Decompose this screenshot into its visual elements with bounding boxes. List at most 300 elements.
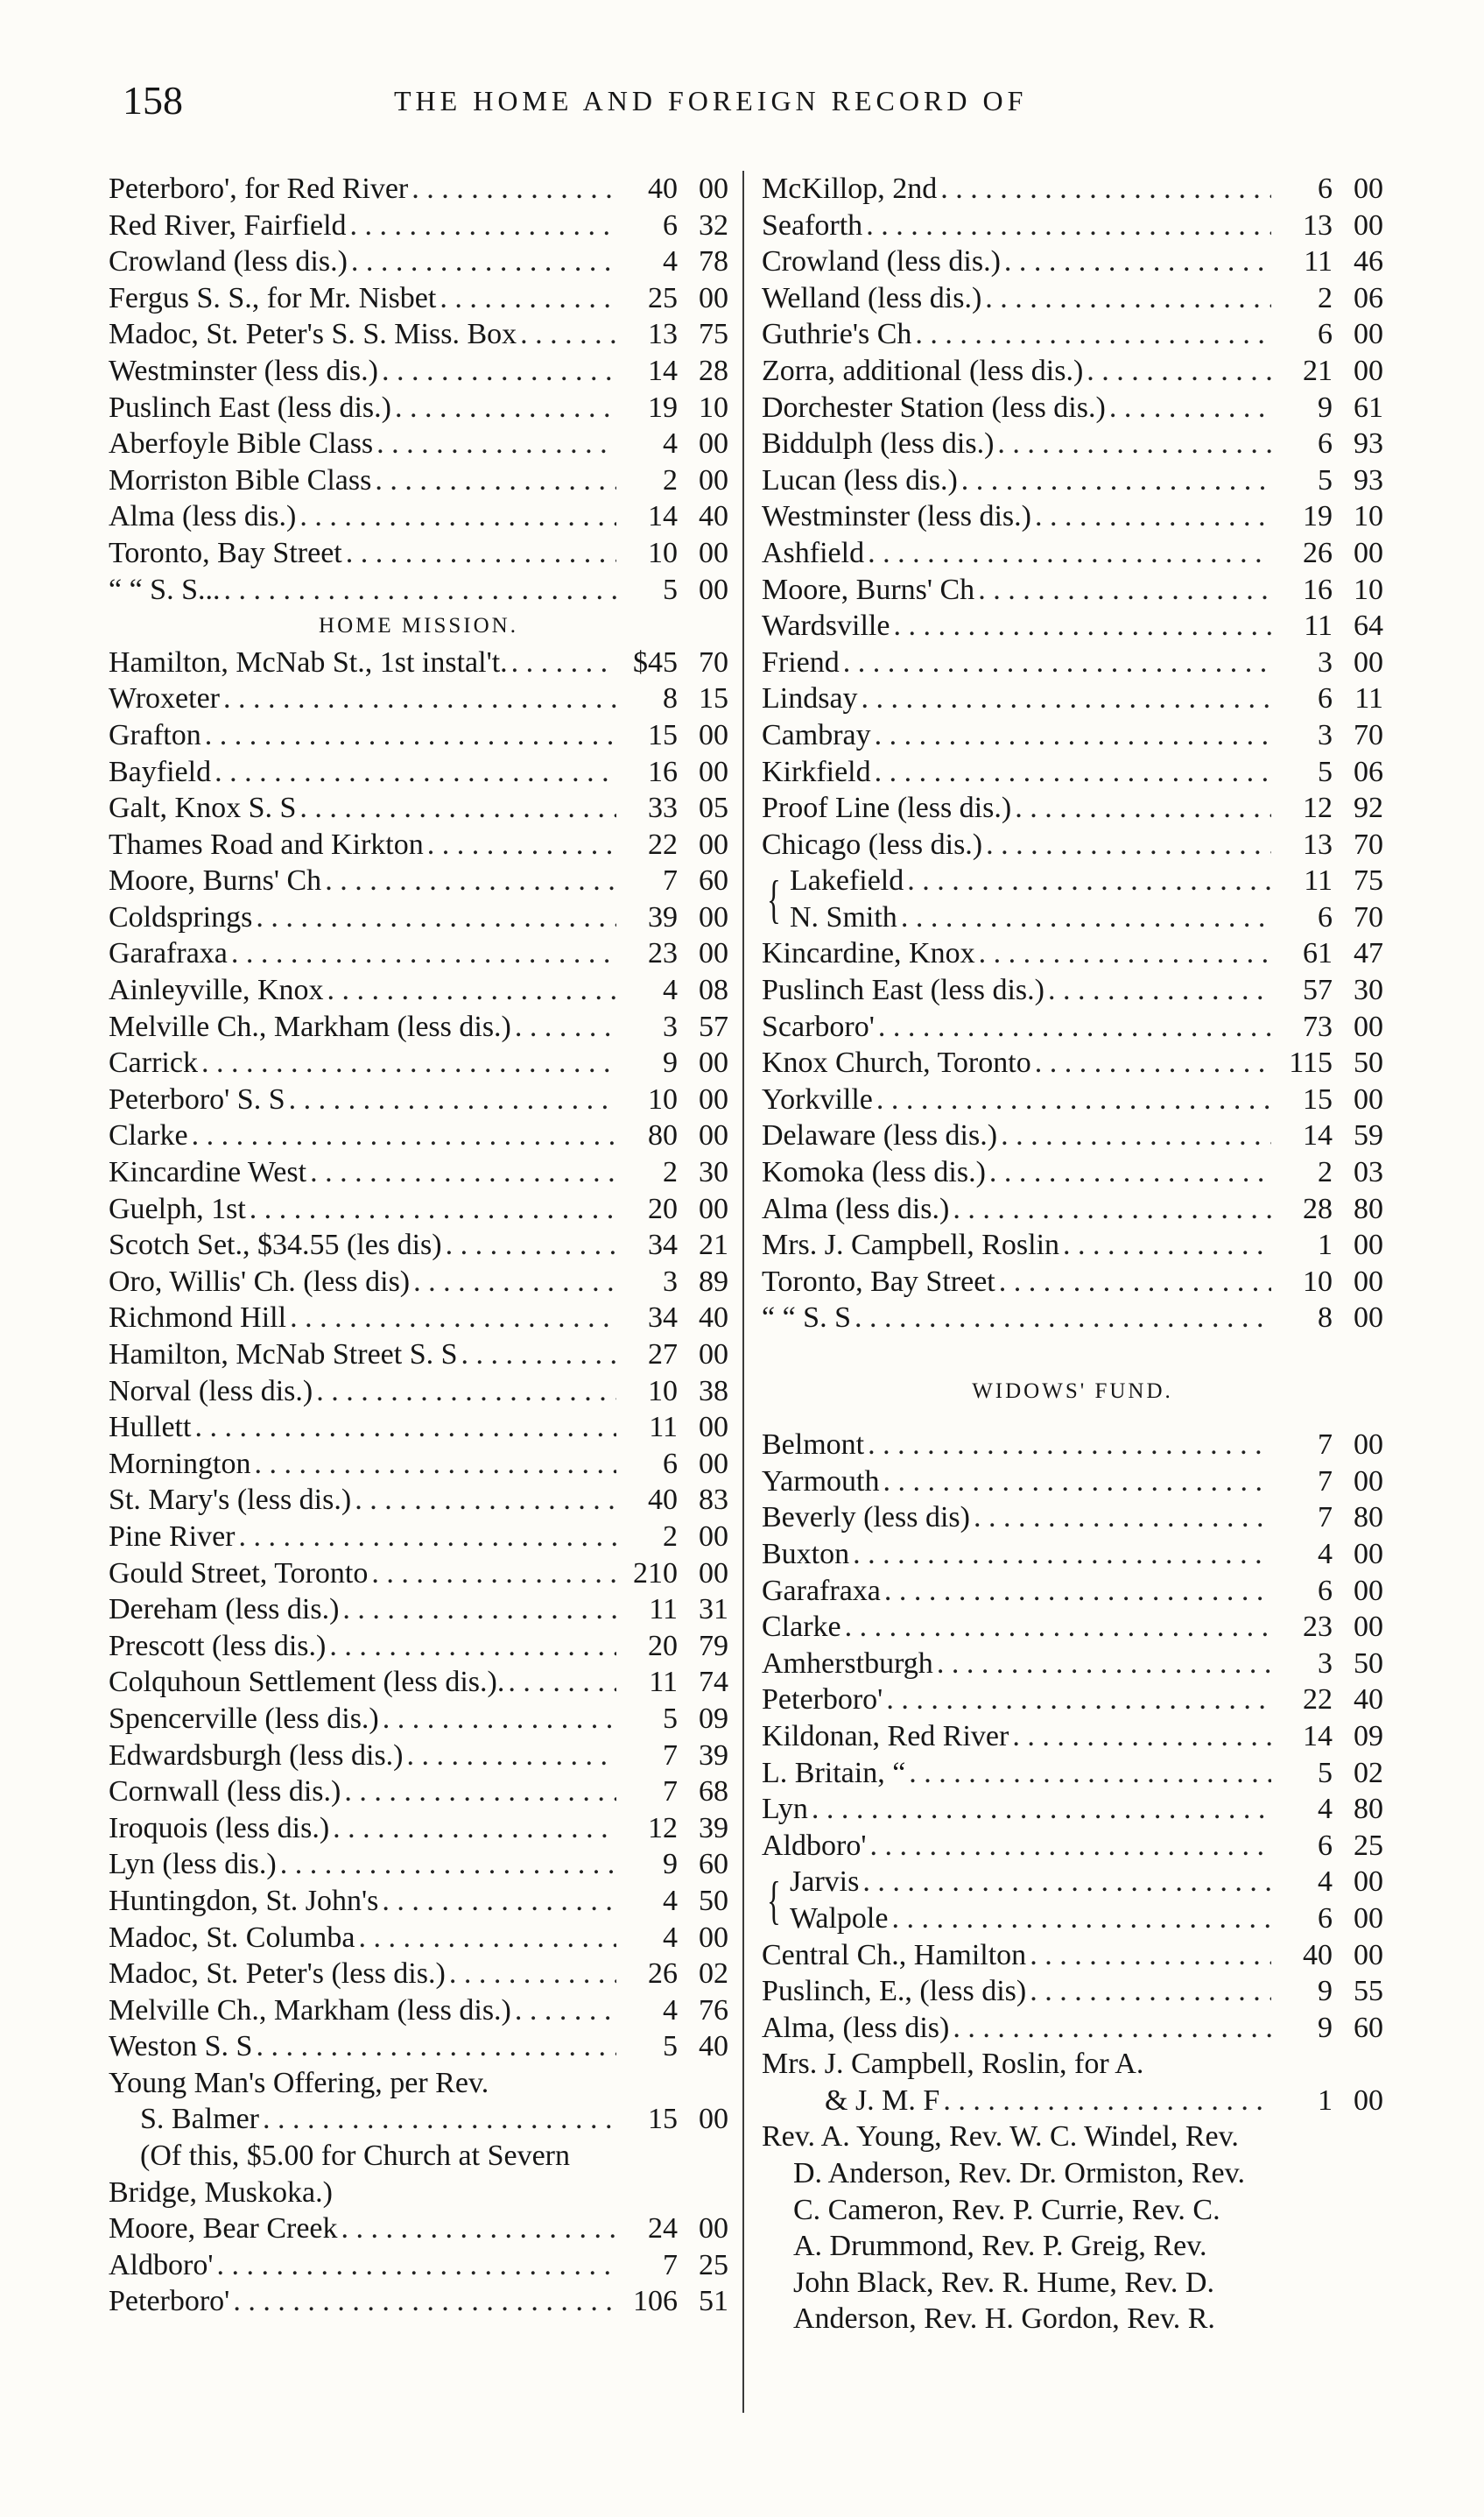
- reverends-line: Rev. A. Young, Rev. W. C. Windel, Rev.: [762, 2120, 1239, 2154]
- entry-dollars: 8: [1318, 1301, 1333, 1335]
- entry-cents: 00: [699, 173, 728, 205]
- entry-dollars: 1: [1318, 2083, 1333, 2117]
- dot-leader: [508, 645, 616, 681]
- entry-name: Toronto, Bay Street: [109, 536, 342, 569]
- ledger-entry: [109, 863, 728, 899]
- entry-name: Hamilton, McNab Street S. S: [109, 1338, 458, 1371]
- dot-leader: [883, 1682, 1271, 1718]
- entry-dollars: 34: [648, 1301, 678, 1335]
- page-number: 158: [123, 78, 183, 123]
- entry-name: Guthrie's Ch: [762, 318, 912, 351]
- entry-name: Puslinch East (less dis.): [762, 974, 1044, 1007]
- home-mission-heading: HOME MISSION.: [319, 614, 518, 638]
- entry-cents: 09: [699, 1702, 728, 1735]
- entry-name: Madoc, St. Peter's S. S. Miss. Box: [109, 318, 517, 351]
- entry-cents: 89: [699, 1265, 728, 1298]
- ledger-entry: [762, 717, 1383, 754]
- ledger-entry: [109, 243, 728, 280]
- dot-leader: [859, 1864, 1271, 1900]
- entry-name: Madoc, St. Columba: [109, 1921, 355, 1954]
- entry-name: Westminster (less dis.): [762, 500, 1031, 533]
- entry-name: Kincardine West: [109, 1156, 307, 1189]
- dot-leader: [866, 1828, 1271, 1865]
- entry-cents: 09: [1354, 1719, 1383, 1752]
- entry-dollars: 80: [648, 1119, 678, 1153]
- entry-name: Toronto, Bay Street: [762, 1265, 995, 1298]
- entry-dollars: 4: [663, 427, 678, 461]
- dot-leader: [313, 1373, 616, 1410]
- dot-leader: [949, 2010, 1271, 2047]
- dot-leader: [1011, 790, 1271, 827]
- ledger-entry: [762, 1682, 1383, 1718]
- entry-cents: 75: [1354, 864, 1383, 898]
- dot-leader: [511, 1992, 616, 2029]
- ledger-entry: [109, 1846, 728, 1883]
- ledger-entry: [109, 1810, 728, 1847]
- entry-name: S. Balmer: [140, 2103, 259, 2136]
- ledger-entry: [109, 790, 728, 827]
- entry-dollars: 2: [663, 1519, 678, 1553]
- entry-cents: 74: [699, 1666, 728, 1699]
- entry-cents: 00: [1354, 208, 1383, 242]
- ledger-entry: [109, 1154, 728, 1191]
- entry-cents: 00: [1354, 1464, 1383, 1498]
- ledger-entry: [762, 827, 1383, 864]
- dot-leader: [864, 535, 1271, 572]
- entry-name: Mornington: [109, 1447, 251, 1480]
- ledger-entry: [762, 645, 1383, 681]
- dot-leader: [881, 1573, 1271, 1610]
- entry-cents: 00: [1354, 1082, 1383, 1116]
- dot-leader: [329, 1810, 616, 1847]
- entry-dollars: 5: [663, 1702, 678, 1735]
- entry-cents: 00: [699, 1447, 728, 1480]
- ledger-entry: [762, 2010, 1383, 2047]
- entry-cents: 00: [699, 1119, 728, 1153]
- entry-name: Red River, Fairfield: [109, 208, 347, 242]
- ledger-entry: [762, 1045, 1383, 1082]
- dot-leader: [986, 1154, 1271, 1191]
- entry-dollars: 4: [663, 974, 678, 1007]
- entry-cents: 40: [699, 1301, 728, 1335]
- ledger-entry: [109, 1117, 728, 1154]
- entry-cents: 60: [699, 864, 728, 898]
- entry-dollars: 6: [663, 208, 678, 242]
- entry-name: Belmont: [762, 1428, 865, 1462]
- entry-name: Crowland (less dis.): [762, 245, 1001, 278]
- entry-cents: 00: [699, 1082, 728, 1116]
- ledger-entry: [109, 645, 728, 681]
- ledger-entry: [762, 1227, 1383, 1264]
- entry-dollars: 33: [648, 792, 678, 825]
- entry-name: Beverly (less dis): [762, 1501, 970, 1534]
- entry-dollars: 2: [1318, 281, 1333, 314]
- dot-leader: [198, 1045, 616, 1082]
- entry-name: Hamilton, McNab St., 1st instal't.: [109, 645, 508, 679]
- brace-mark: {: [767, 1872, 781, 1930]
- ledger-entry: [109, 680, 728, 717]
- dot-leader: [1001, 243, 1271, 280]
- ledger-entry: [109, 426, 728, 462]
- entry-name: Alma (less dis.): [109, 500, 297, 533]
- dot-leader: [939, 2083, 1271, 2119]
- ledger-entry: [109, 462, 728, 499]
- dot-leader: [211, 754, 616, 791]
- ledger-entry: [109, 171, 728, 208]
- ledger-entry: [762, 535, 1383, 572]
- entry-name: Lindsay: [762, 682, 858, 716]
- entry-dollars: 10: [648, 536, 678, 569]
- dot-leader: [871, 754, 1271, 791]
- dot-leader: [864, 1427, 1271, 1463]
- ledger-entry: [762, 1973, 1383, 2010]
- entry-dollars: 7: [663, 1775, 678, 1808]
- entry-name: Scotch Set., $34.55 (les dis): [109, 1229, 442, 1262]
- entry-cents: 00: [1354, 536, 1383, 569]
- entry-name: Amherstburgh: [762, 1646, 933, 1680]
- entry-name: Colquhoun Settlement (less dis.).: [109, 1666, 505, 1699]
- entry-cents: 28: [699, 354, 728, 387]
- entries-b: [762, 935, 1383, 1336]
- entry-cents: 00: [1354, 173, 1383, 205]
- ledger-entry: [109, 899, 728, 936]
- entry-cents: 78: [699, 245, 728, 278]
- entry-name: Aberfoyle Bible Class: [109, 427, 374, 461]
- entry-name: Puslinch, E., (less dis): [762, 1975, 1027, 2008]
- entry-cents: 76: [699, 1993, 728, 2027]
- entry-name: Lyn: [762, 1793, 808, 1826]
- entry-cents: 79: [699, 1629, 728, 1662]
- entry-cents: 47: [1354, 937, 1383, 970]
- entry-dollars: 4: [663, 245, 678, 278]
- entry-cents: 50: [1354, 1646, 1383, 1680]
- entry-dollars: 61: [1303, 937, 1333, 970]
- entry-cents: 83: [699, 1484, 728, 1517]
- right-column: [762, 171, 1383, 2413]
- entry-name: Alma (less dis.): [762, 1192, 950, 1225]
- entry-dollars: 6: [1318, 900, 1333, 934]
- entry-dollars: 3: [663, 1010, 678, 1043]
- entry-name: Welland (less dis.): [762, 281, 982, 314]
- dot-leader: [981, 280, 1271, 317]
- entry-cents: 70: [1354, 900, 1383, 934]
- entry-dollars: 13: [648, 318, 678, 351]
- dot-leader: [228, 935, 616, 972]
- dot-leader: [355, 1920, 616, 1956]
- entry-cents: 46: [1354, 245, 1383, 278]
- dot-leader: [517, 316, 616, 353]
- entry-cents: 40: [1354, 1683, 1383, 1717]
- entry-name: Central Ch., Hamilton: [762, 1938, 1027, 1971]
- dot-leader: [1026, 1973, 1271, 2010]
- entry-dollars: 106: [633, 2285, 678, 2318]
- entry-dollars: 9: [1318, 2011, 1333, 2044]
- dot-leader: [905, 1755, 1271, 1792]
- ledger-entry: [109, 1446, 728, 1483]
- entry-cents: 00: [1354, 354, 1383, 387]
- entry-cents: 40: [699, 500, 728, 533]
- entry-cents: 10: [1354, 500, 1383, 533]
- ledger-entry: [109, 2283, 728, 2320]
- dot-leader: [995, 1264, 1271, 1301]
- entry-dollars: 9: [1318, 1975, 1333, 2008]
- entry-dollars: 3: [663, 1265, 678, 1298]
- dot-leader: [442, 1227, 616, 1264]
- ledger-entry: [762, 353, 1383, 390]
- ledger-entry: [762, 1117, 1383, 1154]
- entry-dollars: 12: [648, 1811, 678, 1844]
- dot-leader: [220, 680, 616, 717]
- ledger-entry: [762, 1900, 1383, 1937]
- entry-cents: 80: [1354, 1793, 1383, 1826]
- entry-cents: 00: [1354, 318, 1383, 351]
- ledger-entry: [109, 1045, 728, 1082]
- ledger-entry: [762, 1009, 1383, 1046]
- dot-leader: [858, 680, 1271, 717]
- ledger-entry: [762, 1536, 1383, 1573]
- entry-cents: 00: [1354, 1574, 1383, 1607]
- entry-cents: 00: [1354, 1537, 1383, 1570]
- entry-dollars: 16: [648, 755, 678, 788]
- entry-dollars: 6: [1318, 318, 1333, 351]
- severn-note-line-1: (Of this, $5.00 for Church at Severn: [140, 2140, 571, 2173]
- dot-leader: [277, 1846, 616, 1883]
- dot-leader: [1026, 1937, 1271, 1974]
- entry-name: Madoc, St. Peter's (less dis.): [109, 1957, 446, 1991]
- entry-name: St. Mary's (less dis.): [109, 1484, 352, 1517]
- entry-dollars: 6: [1318, 1574, 1333, 1607]
- dot-leader: [213, 2247, 616, 2284]
- entry-name: Ainleyville, Knox: [109, 974, 324, 1007]
- entry-cents: 70: [1354, 828, 1383, 861]
- ledger-entry: [762, 462, 1383, 499]
- entry-dollars: 10: [648, 1374, 678, 1407]
- entry-name: Yorkville: [762, 1082, 873, 1116]
- ledger-entry: [109, 1336, 728, 1373]
- entry-dollars: 9: [663, 1848, 678, 1881]
- ledger-entry: [109, 1992, 728, 2029]
- ledger-entry: [109, 1628, 728, 1665]
- ledger-entry: [109, 1300, 728, 1336]
- entry-dollars: 1: [1318, 1229, 1333, 1262]
- entry-name: Cambray: [762, 718, 871, 751]
- entry-dollars: 28: [1303, 1192, 1333, 1225]
- ledger-entry: [109, 1591, 728, 1628]
- entry-dollars: 4: [1318, 1537, 1333, 1570]
- ledger-entry: [762, 1573, 1383, 1610]
- entry-cents: 00: [699, 573, 728, 606]
- entry-name: Fergus S. S., for Mr. Nisbet: [109, 281, 437, 314]
- entry-name: Norval (less dis.): [109, 1374, 313, 1407]
- campbell-line: Mrs. J. Campbell, Roslin, for A.: [762, 2048, 1144, 2081]
- entry-name: Delaware (less dis.): [762, 1119, 998, 1153]
- entry-name: Hullett: [109, 1411, 192, 1444]
- lakefield-smith-group: [762, 863, 1383, 935]
- dot-leader: [851, 1300, 1271, 1336]
- entry-cents: 00: [699, 718, 728, 751]
- entry-cents: 00: [1354, 1938, 1383, 1971]
- entry-cents: 40: [699, 2030, 728, 2063]
- entry-cents: 70: [1354, 718, 1383, 751]
- entry-dollars: 12: [1303, 792, 1333, 825]
- entry-name: Moore, Bear Creek: [109, 2212, 338, 2246]
- entries-a: [762, 171, 1383, 863]
- entry-cents: 00: [699, 281, 728, 314]
- entry-cents: 00: [699, 1192, 728, 1225]
- ledger-entry: [109, 1227, 728, 1264]
- ledger-entry: [762, 863, 1383, 899]
- ledger-entry: [762, 608, 1383, 645]
- entry-dollars: 8: [663, 682, 678, 716]
- ledger-entry: [762, 935, 1383, 972]
- entry-dollars: 5: [1318, 463, 1333, 497]
- entry-name: Aldboro': [762, 1829, 867, 1862]
- entry-name: “ “ S. S: [762, 1301, 851, 1335]
- entry-dollars: 7: [663, 2248, 678, 2281]
- dot-leader: [949, 1191, 1271, 1228]
- dot-leader: [458, 1336, 616, 1373]
- entry-cents: 61: [1354, 391, 1383, 424]
- entry-cents: 15: [699, 682, 728, 716]
- entry-cents: 55: [1354, 1975, 1383, 2008]
- dot-leader: [229, 2283, 616, 2320]
- entry-dollars: 26: [648, 1957, 678, 1991]
- entry-dollars: 20: [648, 1192, 678, 1225]
- ledger-entry: [109, 1082, 728, 1118]
- ledger-entry: [762, 498, 1383, 535]
- entry-cents: 06: [1354, 755, 1383, 788]
- dot-leader: [974, 572, 1271, 609]
- ledger-entry: [762, 1755, 1383, 1792]
- widows-fund-heading: WIDOWS' FUND.: [972, 1378, 1173, 1403]
- entry-dollars: 11: [1304, 245, 1333, 278]
- entry-dollars: 57: [1303, 974, 1333, 1007]
- dot-leader: [341, 1773, 616, 1810]
- reverends-line: C. Cameron, Rev. P. Currie, Rev. C.: [793, 2193, 1220, 2226]
- entry-dollars: 40: [648, 173, 678, 205]
- entry-dollars: 39: [648, 900, 678, 934]
- entry-cents: 00: [699, 828, 728, 861]
- entry-name: Yarmouth: [762, 1464, 880, 1498]
- entry-dollars: 73: [1303, 1010, 1333, 1043]
- spacer: [762, 1409, 1383, 1427]
- entry-dollars: 2: [663, 1156, 678, 1189]
- dot-leader: [871, 717, 1271, 754]
- entry-dollars: 6: [1318, 1901, 1333, 1935]
- entry-dollars: 7: [1318, 1464, 1333, 1498]
- entry-name: Morriston Bible Class: [109, 463, 372, 497]
- entry-name: Melville Ch., Markham (less dis.): [109, 1010, 511, 1043]
- ledger-entry: [762, 1191, 1383, 1228]
- entry-cents: 00: [699, 1411, 728, 1444]
- ledger-entry: [109, 1664, 728, 1701]
- entry-name: Weston S. S: [109, 2030, 253, 2063]
- entry-cents: 93: [1354, 463, 1383, 497]
- entry-name: Knox Church, Toronto: [762, 1047, 1031, 1080]
- ledger-entry: [109, 827, 728, 864]
- spacer: [762, 1336, 1383, 1373]
- dot-leader: [1044, 972, 1271, 1009]
- entry-dollars: 4: [663, 1921, 678, 1954]
- entry-name: Walpole: [790, 1901, 889, 1935]
- entry-dollars: 115: [1289, 1047, 1333, 1080]
- entry-dollars: $45: [633, 645, 678, 679]
- entry-dollars: 210: [633, 1556, 678, 1590]
- entry-name: Pine River: [109, 1519, 236, 1553]
- dot-leader: [424, 827, 616, 864]
- entry-dollars: 40: [1303, 1938, 1333, 1971]
- entry-name: Westminster (less dis.): [109, 354, 378, 387]
- dot-leader: [970, 1499, 1271, 1536]
- entry-cents: 10: [699, 391, 728, 424]
- entry-dollars: 5: [1318, 1756, 1333, 1789]
- entry-dollars: 6: [1318, 1829, 1333, 1862]
- entry-dollars: 3: [1318, 718, 1333, 751]
- entry-dollars: 21: [1303, 354, 1333, 387]
- entry-cents: 08: [699, 974, 728, 1007]
- entry-name: Wardsville: [762, 610, 890, 643]
- bottom-entries: [109, 2210, 728, 2320]
- dot-leader: [371, 462, 616, 499]
- dot-leader: [1009, 1718, 1271, 1755]
- reverends-list: [762, 2119, 1383, 2337]
- entry-dollars: 7: [663, 1738, 678, 1772]
- ledger-entry: [762, 1463, 1383, 1500]
- entry-dollars: 4: [1318, 1865, 1333, 1899]
- campbell-entry: [762, 2083, 1383, 2119]
- dot-leader: [994, 426, 1271, 462]
- ledger-entry: [762, 680, 1383, 717]
- ledger-entry: [109, 316, 728, 353]
- ledger-entry: [762, 790, 1383, 827]
- dot-leader: [259, 2101, 616, 2138]
- entry-dollars: 4: [663, 1884, 678, 1917]
- dot-leader: [873, 1082, 1271, 1118]
- entry-dollars: 11: [649, 1593, 678, 1626]
- ledger-entry: [109, 754, 728, 791]
- dot-leader: [408, 171, 616, 208]
- dot-leader: [250, 1446, 616, 1483]
- ledger-entry: [762, 1154, 1383, 1191]
- dot-leader: [840, 645, 1271, 681]
- dot-leader: [904, 863, 1271, 899]
- entry-dollars: 22: [1303, 1683, 1333, 1717]
- entry-name: L. Britain, “: [762, 1756, 906, 1789]
- entry-cents: 00: [699, 937, 728, 970]
- dot-leader: [379, 1701, 616, 1738]
- ledger-entry: [762, 171, 1383, 208]
- ledger-entry: [109, 1409, 728, 1446]
- dot-leader: [975, 935, 1271, 972]
- entry-name: Lucan (less dis.): [762, 463, 958, 497]
- dot-leader: [252, 2028, 616, 2065]
- dot-leader: [958, 462, 1271, 499]
- entry-dollars: 7: [1318, 1428, 1333, 1462]
- entry-name: Coldsprings: [109, 900, 253, 934]
- dot-leader: [339, 1591, 616, 1628]
- ledger-entry: [109, 535, 728, 572]
- dot-leader: [246, 1191, 616, 1228]
- entry-dollars: 23: [648, 937, 678, 970]
- ledger-entry: [762, 1427, 1383, 1463]
- entry-dollars: 9: [663, 1047, 678, 1080]
- entry-cents: 32: [699, 208, 728, 242]
- entry-name: Friend: [762, 645, 840, 679]
- entry-dollars: 14: [648, 500, 678, 533]
- dot-leader: [1031, 1045, 1271, 1082]
- dot-leader: [436, 280, 616, 317]
- dot-leader: [347, 208, 616, 244]
